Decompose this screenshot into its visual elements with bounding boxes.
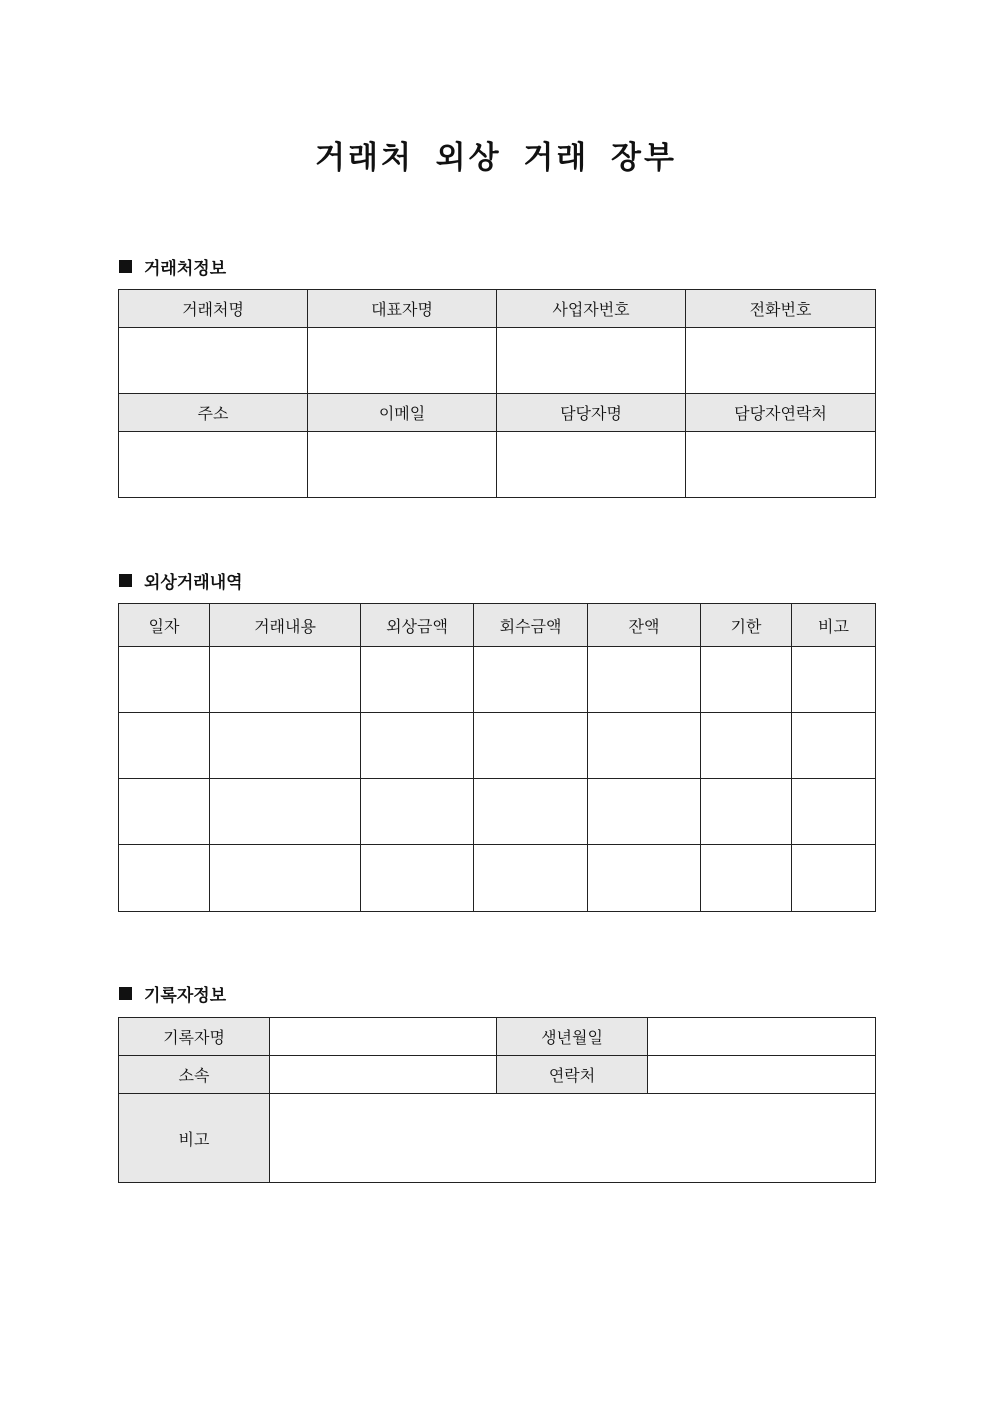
table-cell[interactable] [474, 713, 588, 779]
header-description: 거래내용 [210, 604, 361, 647]
table-cell[interactable] [588, 779, 701, 845]
input-cell-client-name[interactable] [119, 328, 308, 394]
table-cell[interactable] [792, 779, 876, 845]
table-cell[interactable] [361, 845, 474, 912]
header-balance: 잔액 [588, 604, 701, 647]
label-remarks: 비고 [119, 1094, 270, 1183]
header-phone: 전화번호 [686, 290, 876, 328]
table-cell[interactable] [210, 779, 361, 845]
section-heading-recorder-info [119, 981, 226, 1006]
header-business-number: 사업자번호 [497, 290, 686, 328]
input-cell-birth-date[interactable] [648, 1018, 876, 1056]
input-cell-affiliation[interactable] [270, 1056, 497, 1094]
table-row [119, 647, 876, 713]
input-cell-address[interactable] [119, 432, 308, 498]
table-cell[interactable] [119, 713, 210, 779]
table-cell[interactable] [474, 845, 588, 912]
table-cell[interactable] [361, 647, 474, 713]
header-collected-amount: 회수금액 [474, 604, 588, 647]
label-recorder-name: 기록자명 [119, 1018, 270, 1056]
header-remarks: 비고 [792, 604, 876, 647]
header-address: 주소 [119, 394, 308, 432]
table-row [119, 713, 876, 779]
table-cell[interactable] [701, 647, 792, 713]
input-cell-recorder-name[interactable] [270, 1018, 497, 1056]
section-heading-transactions [119, 568, 243, 593]
header-client-name: 거래처명 [119, 290, 308, 328]
table-cell[interactable] [701, 713, 792, 779]
input-cell-contact-person[interactable] [497, 432, 686, 498]
square-bullet-icon [119, 574, 132, 587]
header-credit-amount: 외상금액 [361, 604, 474, 647]
header-due-date: 기한 [701, 604, 792, 647]
table-cell[interactable] [588, 713, 701, 779]
header-email: 이메일 [308, 394, 497, 432]
table-cell[interactable] [792, 713, 876, 779]
table-cell[interactable] [474, 647, 588, 713]
table-cell[interactable] [474, 779, 588, 845]
section-heading-label: 거래처정보 [144, 259, 227, 279]
section-heading-client-info [119, 254, 226, 279]
input-cell-phone[interactable] [686, 328, 876, 394]
table-cell[interactable] [119, 779, 210, 845]
square-bullet-icon [119, 260, 132, 273]
square-bullet-icon [119, 987, 132, 1000]
table-cell[interactable] [588, 845, 701, 912]
input-cell-email[interactable] [308, 432, 497, 498]
table-cell[interactable] [792, 647, 876, 713]
recorder-info-table [118, 1017, 876, 1183]
table-cell[interactable] [119, 647, 210, 713]
input-cell-representative[interactable] [308, 328, 497, 394]
table-cell[interactable] [361, 779, 474, 845]
page-title: 거래처 외상 거래 장부 [315, 140, 677, 176]
header-contact-person: 담당자명 [497, 394, 686, 432]
input-cell-contact[interactable] [648, 1056, 876, 1094]
input-cell-contact-phone[interactable] [686, 432, 876, 498]
section-heading-label: 외상거래내역 [144, 573, 243, 593]
label-contact: 연락처 [497, 1056, 648, 1094]
transactions-table [118, 603, 876, 912]
input-cell-business-number[interactable] [497, 328, 686, 394]
header-representative: 대표자명 [308, 290, 497, 328]
label-affiliation: 소속 [119, 1056, 270, 1094]
table-cell[interactable] [588, 647, 701, 713]
table-cell[interactable] [701, 779, 792, 845]
label-birth-date: 생년월일 [497, 1018, 648, 1056]
header-date: 일자 [119, 604, 210, 647]
input-cell-remarks[interactable] [270, 1094, 876, 1183]
client-info-table [118, 289, 876, 498]
table-cell[interactable] [210, 713, 361, 779]
header-contact-phone: 담당자연락처 [686, 394, 876, 432]
table-cell[interactable] [361, 713, 474, 779]
table-cell[interactable] [210, 845, 361, 912]
table-cell[interactable] [701, 845, 792, 912]
table-cell[interactable] [792, 845, 876, 912]
section-heading-label: 기록자정보 [144, 986, 227, 1006]
table-cell[interactable] [210, 647, 361, 713]
table-row [119, 779, 876, 845]
table-row [119, 845, 876, 912]
table-cell[interactable] [119, 845, 210, 912]
